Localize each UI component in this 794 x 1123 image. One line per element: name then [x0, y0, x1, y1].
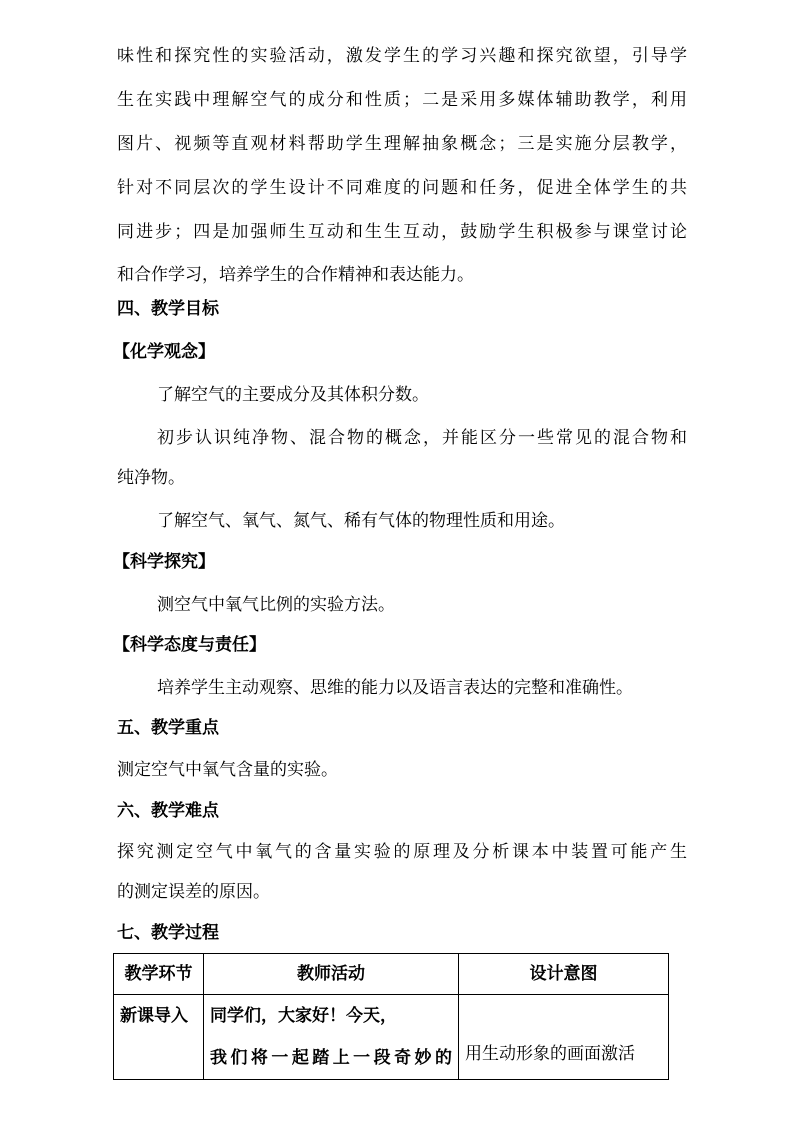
paragraph-line: 味性和探究性的实验活动，激发学生的学习兴趣和探究欲望，引导学 — [117, 46, 687, 66]
stage-label: 新课导入 — [120, 1006, 188, 1026]
subheading-chem-concept: 【化学观念】 — [113, 342, 215, 362]
objective-item: 培养学生主动观察、思维的能力以及语言表达的完整和准确性。 — [157, 678, 633, 698]
difficulty-line: 探究测定空气中氧气的含量实验的原理及分析课本中装置可能产生 — [117, 842, 687, 862]
table-header-row — [114, 954, 669, 995]
objective-item: 初步认识纯净物、混合物的概念，并能区分一些常见的混合物和 — [157, 428, 687, 448]
design-intent-text: 用生动形象的画面激活 — [465, 1044, 635, 1064]
paragraph-line: 针对不同层次的学生设计不同难度的问题和任务，促进全体学生的共 — [117, 178, 687, 198]
teacher-activity-line: 同学们，大家好！今天， — [210, 1006, 397, 1026]
section-heading-process: 七、教学过程 — [117, 923, 219, 943]
paragraph-line: 生在实践中理解空气的成分和性质；二是采用多媒体辅助教学，利用 — [117, 90, 687, 110]
paragraph-line: 和合作学习，培养学生的合作精神和表达能力。 — [117, 265, 474, 285]
section-heading-difficulties: 六、教学难点 — [117, 801, 219, 821]
teacher-activity-cell — [204, 995, 459, 1080]
objective-item: 了解空气的主要成分及其体积分数。 — [157, 385, 429, 405]
subheading-sci-inquiry: 【科学探究】 — [113, 552, 215, 572]
objective-item-continued: 纯净物。 — [117, 468, 185, 488]
paragraph-line: 图片、视频等直观材料帮助学生理解抽象概念；三是实施分层教学， — [117, 134, 687, 154]
section-heading-key-points: 五、教学重点 — [117, 718, 219, 738]
objective-item: 测空气中氧气比例的实验方法。 — [157, 595, 395, 615]
teacher-activity-line: 我们将一起踏上一段奇妙的 — [210, 1048, 452, 1068]
table-header-cell: 教学环节 — [114, 954, 204, 995]
table-row — [114, 995, 669, 1080]
paragraph-line: 同进步；四是加强师生互动和生生互动，鼓励学生积极参与课堂讨论 — [117, 222, 687, 242]
teaching-process-table — [113, 953, 669, 1080]
difficulty-line: 的测定误差的原因。 — [117, 882, 270, 902]
key-point-text: 测定空气中氧气含量的实验。 — [117, 760, 338, 780]
design-intent-cell — [459, 995, 669, 1080]
section-heading-objectives: 四、教学目标 — [117, 299, 219, 319]
subheading-sci-attitude: 【科学态度与责任】 — [113, 635, 266, 655]
table-header-cell: 设计意图 — [459, 954, 669, 995]
stage-cell — [114, 995, 204, 1080]
objective-item: 了解空气、氧气、氮气、稀有气体的物理性质和用途。 — [157, 511, 565, 531]
table-header-cell: 教师活动 — [204, 954, 459, 995]
